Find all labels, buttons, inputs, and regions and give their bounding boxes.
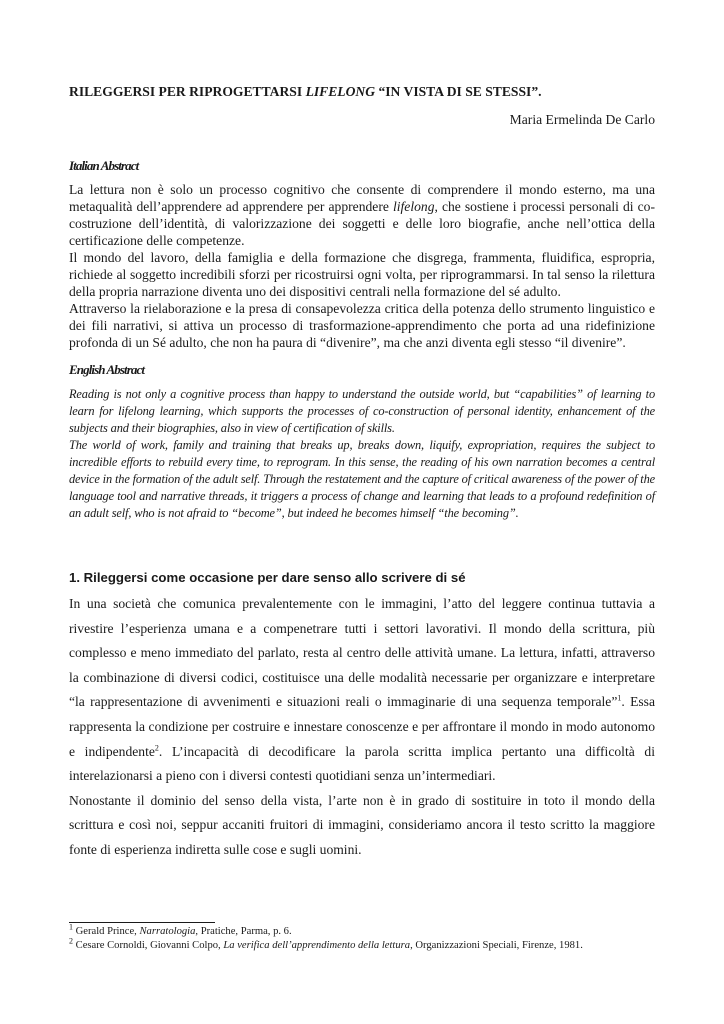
italian-abstract-paragraph: Il mondo del lavoro, della famiglia e della formazione che disgrega, frammenta, fluidifica, espropria, richiede al soggetto incredibili sforzi per ricostruirsi ogni volta, per riprogrammarsi. In tal senso la rilettura della propria narrazione diventa uno dei dispositivi centrali nella formazione del sé adulto. xyxy=(69,250,655,299)
footnote xyxy=(69,922,669,939)
section-heading: 1. Rileggersi come occasione per dare senso allo scrivere di sé xyxy=(69,570,466,585)
italian-abstract-paragraph xyxy=(69,181,655,249)
italian-abstract-text: , che sostiene i processi personali di co-costruzione dell’identità, di valorizzazione dei soggetti e delle loro biografie, anche nell’ottica della certificazione delle competenze. xyxy=(69,199,655,248)
footnote-ref[interactable]: 1 xyxy=(617,693,622,703)
body-text: In una società che comunica prevalentemente con le immagini, l’atto del leggere continua tuttavia a rivestire l’esperienza umana e a compenetrare tutti i settori lavorativi. Il mondo della scrittura, più complesso e meno immediato del parlato, resta al centro delle attività umane. La lettura, infatti, attraverso la combinazione di diversi codici, costituisce una delle modalità necessarie per organizzare e interpretare “la rappresentazione di avvenimenti e situazioni reali o immaginarie di una sequenza temporale” xyxy=(69,596,655,710)
italian-abstract-paragraph: Attraverso la rielaborazione e la presa di consapevolezza critica della potenza dello strumento linguistico e dei fili narrativi, si attiva un processo di trasformazione-apprendimento che porta ad una ridefinizione profonda di un Sé adulto, che non ha paura di “divenire”, ma che anzi diventa egli stesso “il divenire”. xyxy=(69,301,655,350)
english-abstract-paragraph: The world of work, family and training that breaks up, breaks down, liquify, expropriation, requires the subject to incredible efforts to rebuild every time, to reprogram. In this sense, the reading of his own narration becomes a central device in the formation of the adult self. Through the restatement and the capture of critical awareness of the power of the language tool and narrative threads, it triggers a process of change and learning that leads to a profound redefinition of an adult self, who is not afraid to “become”, but indeed he becomes himself “the becoming”. xyxy=(69,438,655,520)
title-italic: LIFELONG xyxy=(305,84,376,99)
english-abstract-paragraph: Reading is not only a cognitive process than happy to understand the outside world, but “capabilities” of learning to learn for lifelong learning, which supports the processes of co-construction of personal identity, enhancement of the subjects and their biographies, also in view of certification of skills. xyxy=(69,387,655,435)
footnote-text: , Organizzazioni Speciali, Firenze, 1981. xyxy=(410,940,583,951)
body-text: . Essa rappresenta la condizione per costruire e innestare conoscenze e per affrontare il mondo in modo autonomo e indipendente xyxy=(69,694,656,759)
footnote-marker: 2 xyxy=(69,936,73,946)
section-body xyxy=(69,592,655,863)
footnote xyxy=(69,936,669,953)
footnote-text: , Pratiche, Parma, p. 6. xyxy=(195,926,292,937)
paper-title xyxy=(69,84,655,100)
footnote-text: Cesare Cornoldi, Giovanni Colpo, xyxy=(73,940,224,951)
footnotes xyxy=(69,922,669,953)
footnote-marker: 1 xyxy=(69,922,73,932)
english-abstract-heading: English Abstract xyxy=(69,362,145,377)
italian-abstract-body xyxy=(69,181,655,351)
italian-abstract-italic: lifelong xyxy=(392,199,435,214)
body-paragraph xyxy=(69,592,655,789)
author-name: Maria Ermelinda De Carlo xyxy=(509,112,655,127)
title-part2: “IN VISTA DI SE STESSI”. xyxy=(375,84,542,99)
footnote-italic: La verifica dell’apprendimento della lettura xyxy=(223,940,411,951)
footnote-ref[interactable]: 2 xyxy=(154,743,159,753)
english-abstract-body xyxy=(69,386,655,522)
footnote-text: Gerald Prince, xyxy=(73,926,140,937)
title-part1: RILEGGERSI PER RIPROGETTARSI xyxy=(69,84,306,99)
italian-abstract-text: La lettura non è solo un processo cognitivo che consente di comprendere il mondo esterno, ma una metaqualità dell’apprendere ad apprendere per apprendere xyxy=(69,182,655,214)
italian-abstract-heading: Italian Abstract xyxy=(69,158,139,173)
footnote-divider xyxy=(69,922,215,923)
body-paragraph: Nonostante il dominio del senso della vista, l’arte non è in grado di sostituire in toto il mondo della scrittura e così noi, seppur accaniti fruitori di immagini, consideriamo ancora il testo scritto la maggiore fonte di esperienza indiretta sulle cose e sugli uomini. xyxy=(69,792,655,857)
footnote-italic: Narratologia xyxy=(139,926,196,937)
body-text: . L’incapacità di decodificare la parola scritta implica pertanto una difficoltà di interelazionarsi a pieno con i diversi contesti quotidiani senza un’intermediari. xyxy=(69,743,655,784)
